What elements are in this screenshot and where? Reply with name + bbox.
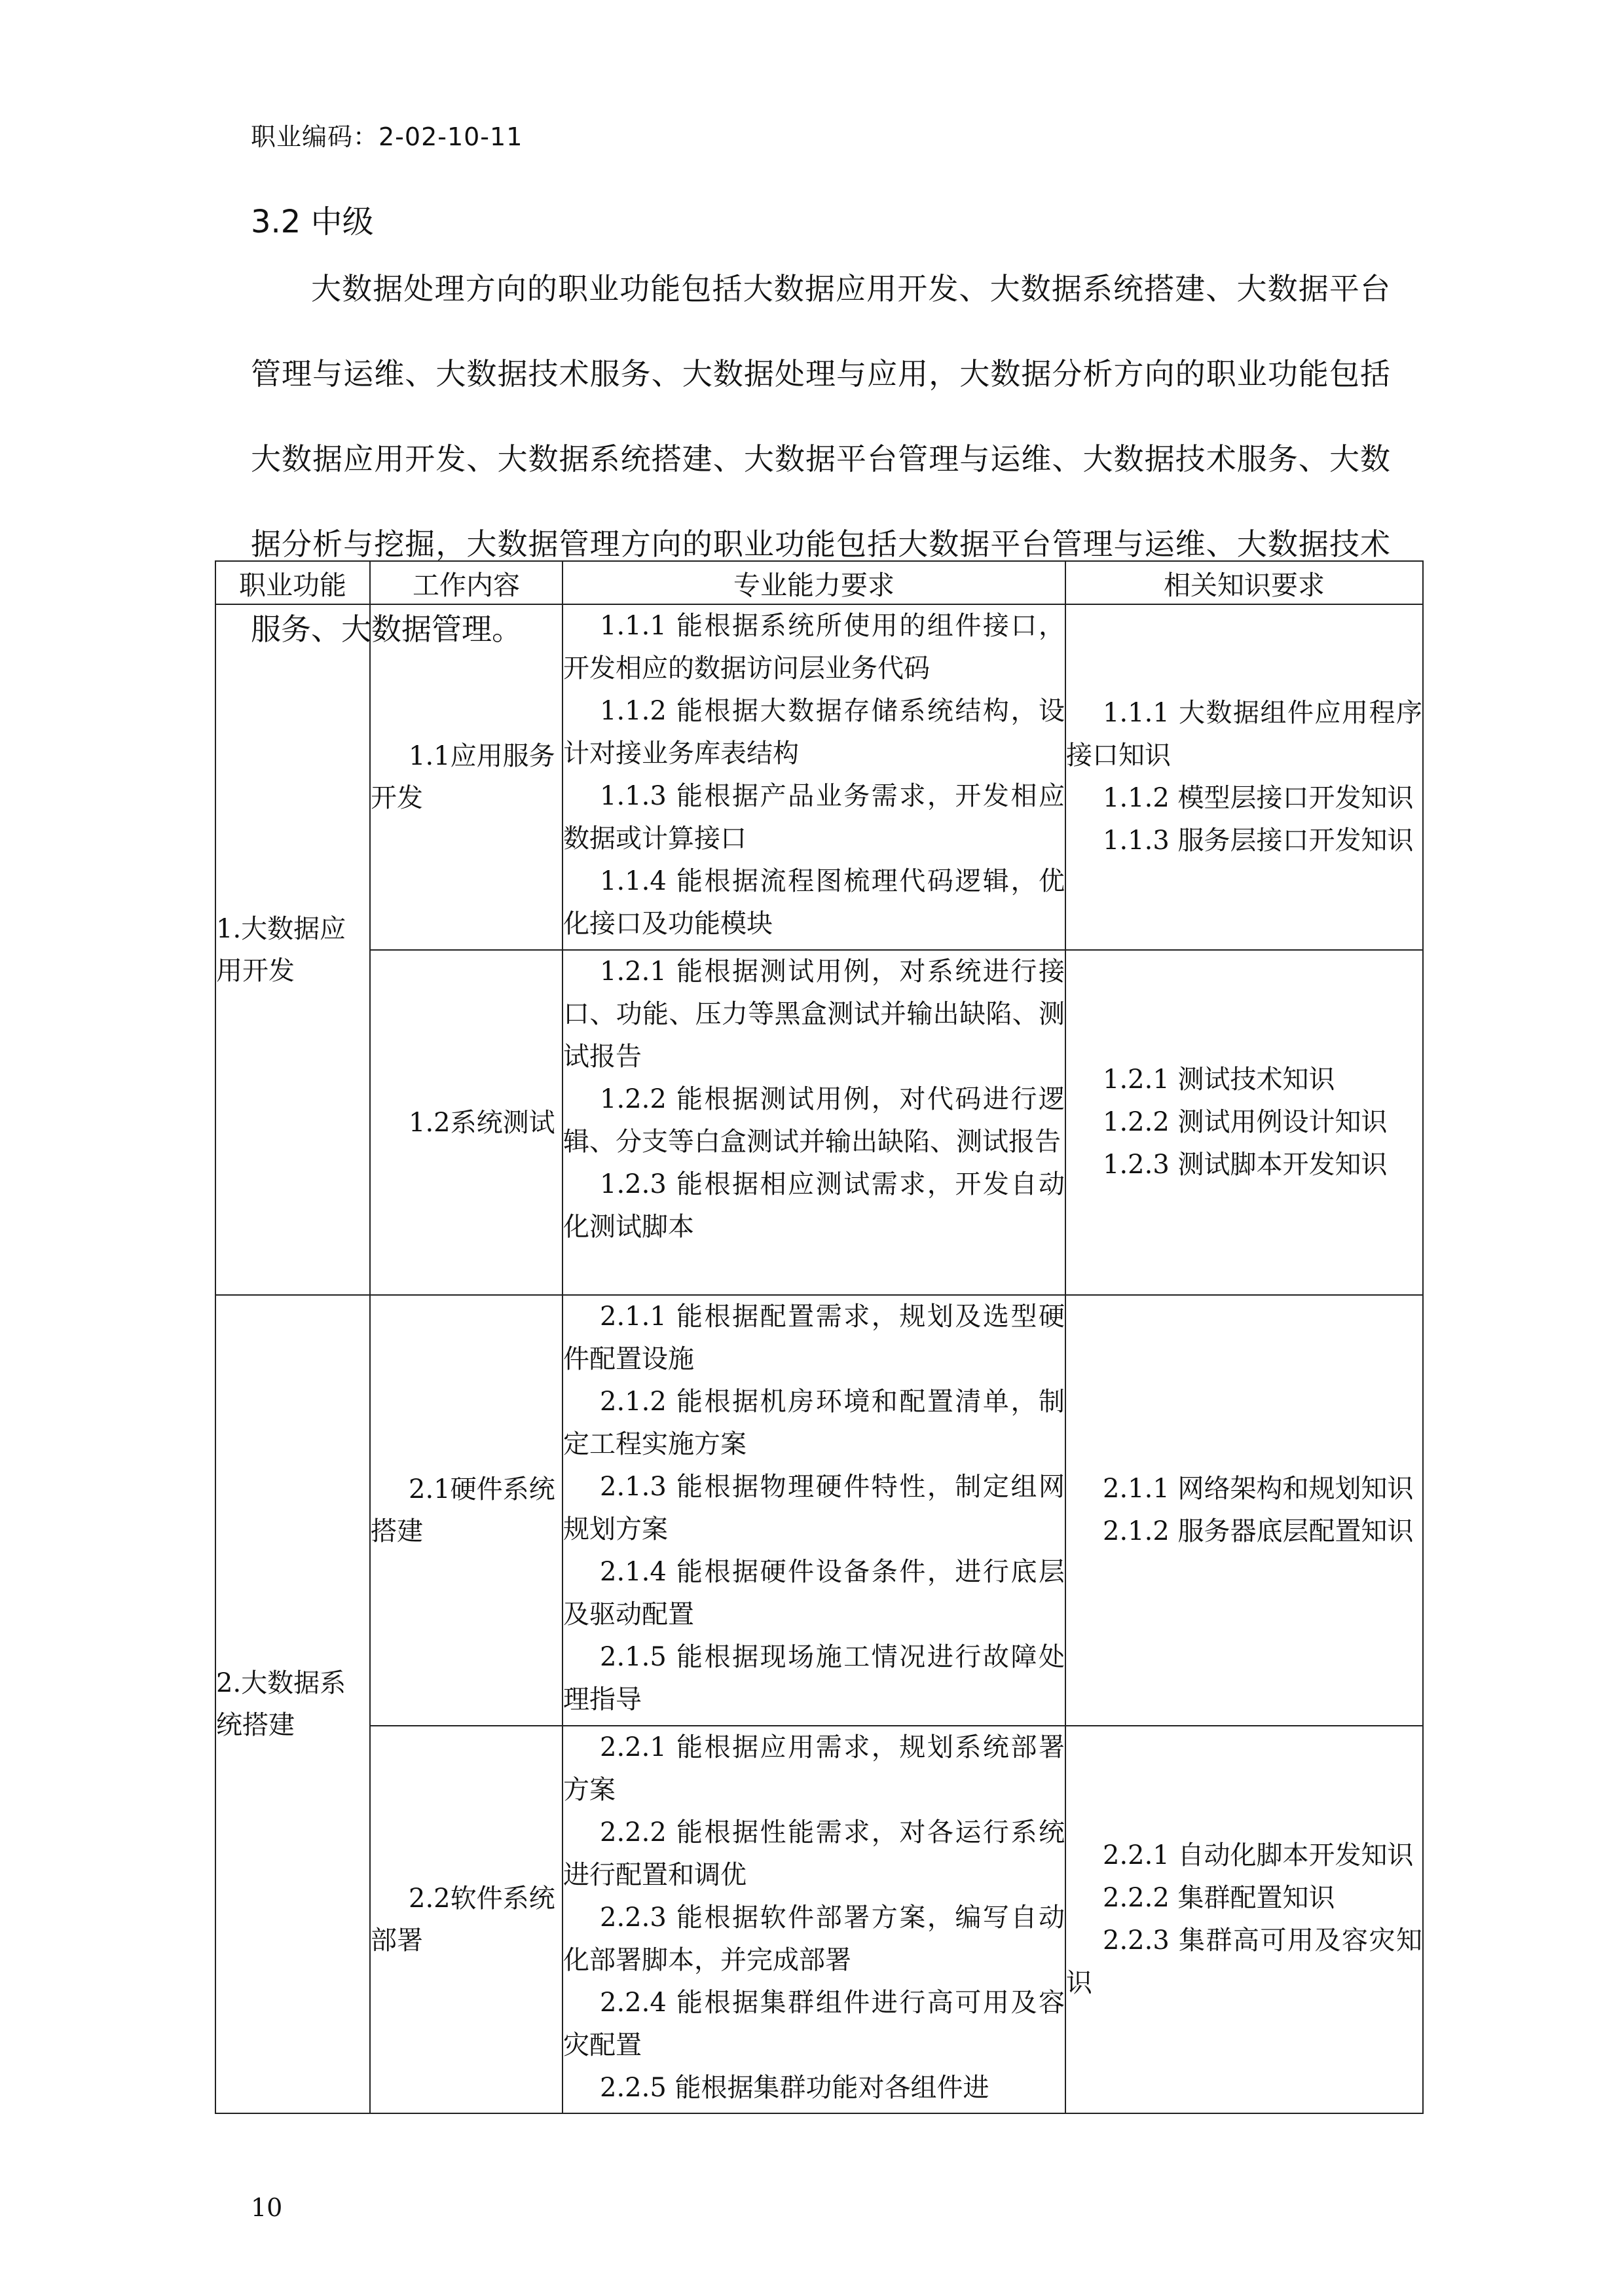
work-content-text: 2.2软件系统部署 (371, 1884, 555, 1956)
knowledge-item: 1.1.3 服务层接口开发知识 (1103, 826, 1414, 856)
skill-item: 2.2.5 能根据集群功能对各组件进 (600, 2073, 989, 2103)
skill-item: 2.1.1 能根据配置需求，规划及选型硬件配置设施 (563, 1302, 1065, 1374)
section-title: 3.2 中级 (251, 204, 374, 240)
knowledge-item: 2.1.2 服务器底层配置知识 (1103, 1516, 1414, 1546)
function-cell: 1.大数据应用开发 (215, 604, 370, 1295)
skill-item: 2.2.3 能根据软件部署方案，编写自动化部署脚本，并完成部署 (563, 1903, 1065, 1975)
knowledge-item: 2.2.3 集群高可用及容灾知识 (1066, 1925, 1422, 1998)
work-content-cell (370, 1726, 563, 2113)
skill-item: 1.1.4 能根据流程图梳理代码逻辑，优化接口及功能模块 (563, 866, 1065, 939)
work-content-cell (370, 950, 563, 1295)
knowledge-cell (1065, 1726, 1423, 2113)
skill-item: 1.1.2 能根据大数据存储系统结构，设计对接业务库表结构 (563, 696, 1065, 769)
knowledge-cell (1065, 1295, 1423, 1726)
table-row (215, 950, 1423, 1295)
occupation-code: 职业编码：2-02-10-11 (251, 122, 523, 151)
skill-item: 2.2.4 能根据集群组件进行高可用及容灾配置 (563, 1988, 1065, 2060)
knowledge-item: 2.1.1 网络架构和规划知识 (1103, 1474, 1414, 1504)
skill-item: 2.1.3 能根据物理硬件特性，制定组网规划方案 (563, 1472, 1065, 1544)
table-header-row (215, 561, 1423, 604)
header-function: 职业功能 (215, 561, 370, 604)
header-knowledge-requirements: 相关知识要求 (1065, 561, 1423, 604)
work-content-text: 1.1应用服务开发 (371, 741, 555, 813)
skill-cell (563, 950, 1065, 1295)
skill-cell (563, 1295, 1065, 1726)
page-number: 10 (251, 2193, 283, 2222)
skill-item: 2.2.1 能根据应用需求，规划系统部署方案 (563, 1732, 1065, 1805)
skill-item: 1.2.2 能根据测试用例，对代码进行逻辑、分支等白盒测试并输出缺陷、测试报告 (563, 1084, 1065, 1157)
skill-item: 2.1.2 能根据机房环境和配置清单，制定工程实施方案 (563, 1387, 1065, 1459)
skill-item: 2.2.2 能根据性能需求，对各运行系统进行配置和调优 (563, 1817, 1065, 1890)
work-content-text: 1.2系统测试 (409, 1107, 555, 1138)
skill-item: 2.1.4 能根据硬件设备条件，进行底层及驱动配置 (563, 1557, 1065, 1630)
table-row (215, 1295, 1423, 1726)
table-row (215, 604, 1423, 950)
knowledge-cell (1065, 950, 1423, 1295)
knowledge-item: 2.2.2 集群配置知识 (1103, 1883, 1335, 1913)
competency-table (215, 560, 1424, 2114)
knowledge-item: 1.2.3 测试脚本开发知识 (1103, 1150, 1388, 1180)
knowledge-item: 1.2.1 测试技术知识 (1103, 1065, 1335, 1095)
skill-item: 2.1.5 能根据现场施工情况进行故障处理指导 (563, 1642, 1065, 1715)
work-content-text: 2.1硬件系统搭建 (371, 1474, 555, 1546)
knowledge-item: 1.1.2 模型层接口开发知识 (1103, 783, 1414, 813)
knowledge-item: 1.2.2 测试用例设计知识 (1103, 1107, 1388, 1137)
header-skill-requirements: 专业能力要求 (563, 561, 1065, 604)
skill-item: 1.1.1 能根据系统所使用的组件接口，开发相应的数据访问层业务代码 (563, 611, 1065, 683)
knowledge-cell (1065, 604, 1423, 950)
skill-item: 1.2.1 能根据测试用例，对系统进行接口、功能、压力等黑盒测试并输出缺陷、测试报告 (563, 957, 1065, 1072)
header-work-content: 工作内容 (370, 561, 563, 604)
knowledge-item: 1.1.1 大数据组件应用程序接口知识 (1066, 698, 1422, 771)
knowledge-item: 2.2.1 自动化脚本开发知识 (1103, 1840, 1414, 1870)
function-cell: 2.大数据系统搭建 (215, 1295, 370, 2113)
table-row (215, 1726, 1423, 2113)
skill-cell (563, 604, 1065, 950)
work-content-cell (370, 604, 563, 950)
skill-item: 1.1.3 能根据产品业务需求，开发相应数据或计算接口 (563, 781, 1065, 854)
skill-item: 1.2.3 能根据相应测试需求，开发自动化测试脚本 (563, 1169, 1065, 1242)
skill-cell (563, 1726, 1065, 2113)
work-content-cell (370, 1295, 563, 1726)
intro-paragraph: 大数据处理方向的职业功能包括大数据应用开发、大数据系统搭建、大数据平台管理与运维、大数据技术服务、大数据处理与应用，大数据分析方向的职业功能包括大数据应用开发、大数据系统搭建、大数据平台管理与运维、大数据技术服务、大数据分析与挖掘，大数据管理方向的职业功能包括大数据平台管理与运维、大数据技术服务、大数据管理。 (251, 271, 1390, 647)
